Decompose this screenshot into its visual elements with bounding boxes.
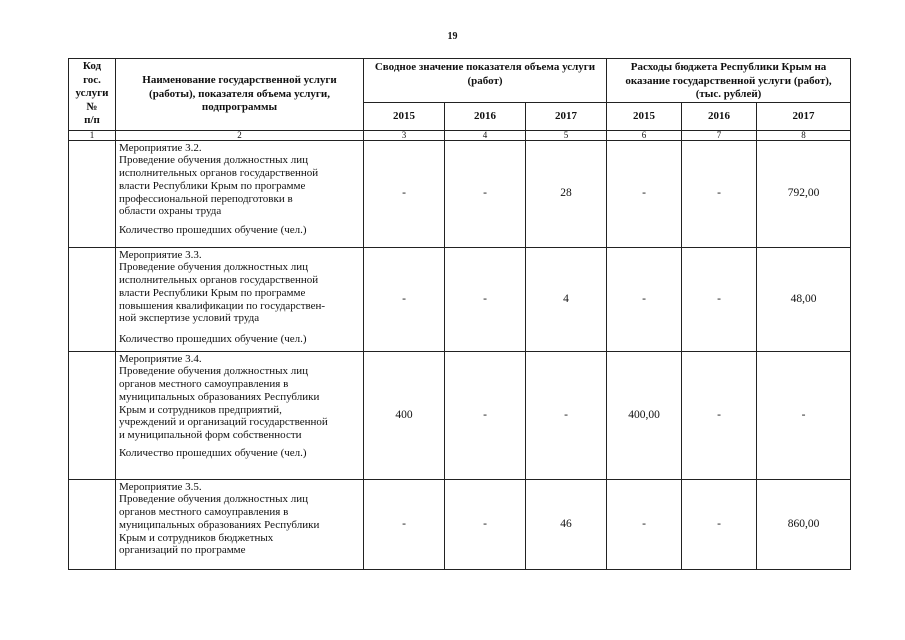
service-name-cell bbox=[116, 247, 364, 351]
measure-description-line: повышения квалификации по государствен- bbox=[119, 299, 326, 312]
expense-group-header: Расходы бюджета Республики Крым на оказание государственной услуги (работ), (тыс. рублей) bbox=[607, 59, 851, 103]
volume-2015: - bbox=[364, 140, 445, 247]
quantity-label: Количество прошедших обучение (чел.) bbox=[119, 447, 307, 460]
measure-description-line: власти Республики Крым по программе bbox=[119, 286, 306, 299]
measure-description-line: Проведение обучения должностных лиц bbox=[119, 365, 309, 378]
table-row bbox=[69, 479, 851, 569]
service-name-cell bbox=[116, 479, 364, 569]
column-number: 7 bbox=[682, 130, 757, 140]
measure-title: Мероприятие 3.4. bbox=[119, 352, 202, 365]
year-header: 2016 bbox=[445, 102, 526, 130]
table-row bbox=[69, 140, 851, 247]
measure-title: Мероприятие 3.2. bbox=[119, 141, 202, 154]
quantity-label: Количество прошедших обучение (чел.) bbox=[119, 224, 307, 237]
volume-2017: 46 bbox=[526, 479, 607, 569]
expense-2016: - bbox=[682, 140, 757, 247]
column-number-row bbox=[69, 130, 851, 140]
page-number: 19 bbox=[447, 31, 458, 42]
column-number: 5 bbox=[526, 130, 607, 140]
expense-2015: - bbox=[607, 479, 682, 569]
column-number: 6 bbox=[607, 130, 682, 140]
measure-description-line: Крым и сотрудников бюджетных bbox=[119, 531, 274, 544]
measure-description-line: власти Республики Крым по программе bbox=[119, 179, 306, 192]
service-code bbox=[69, 351, 116, 479]
expense-2015: - bbox=[607, 247, 682, 351]
service-code bbox=[69, 247, 116, 351]
measure-description-line: учреждений и организаций государственной bbox=[119, 416, 328, 429]
service-code bbox=[69, 140, 116, 247]
expense-2017: 860,00 bbox=[757, 479, 851, 569]
measure-description-line: и муниципальной форм собственности bbox=[119, 429, 302, 442]
volume-2016: - bbox=[445, 479, 526, 569]
service-code bbox=[69, 479, 116, 569]
measure-description-line: профессиональной переподготовки в bbox=[119, 192, 293, 205]
measure-description-line: ной экспертизе условий труда bbox=[119, 312, 260, 325]
code-header: Код гос. услуги № п/п bbox=[69, 59, 116, 131]
header-row bbox=[69, 59, 851, 103]
measure-description-line: Проведение обучения должностных лиц bbox=[119, 261, 309, 274]
volume-2015: - bbox=[364, 247, 445, 351]
volume-2017: - bbox=[526, 351, 607, 479]
year-header: 2016 bbox=[682, 102, 757, 130]
volume-2016: - bbox=[445, 247, 526, 351]
expense-2016: - bbox=[682, 351, 757, 479]
measure-description-line: Проведение обучения должностных лиц bbox=[119, 154, 309, 167]
volume-2015: 400 bbox=[364, 351, 445, 479]
volume-group-header: Сводное значение показателя объема услуги (работ) bbox=[364, 59, 607, 103]
measure-description-line: Проведение обучения должностных лиц bbox=[119, 493, 309, 506]
expense-2015: 400,00 bbox=[607, 351, 682, 479]
measure-description-line: исполнительных органов государственной bbox=[119, 167, 319, 180]
expense-2017: 792,00 bbox=[757, 140, 851, 247]
measure-description-line: области охраны труда bbox=[119, 205, 222, 218]
expense-2017: 48,00 bbox=[757, 247, 851, 351]
volume-2017: 4 bbox=[526, 247, 607, 351]
column-number: 3 bbox=[364, 130, 445, 140]
volume-2016: - bbox=[445, 351, 526, 479]
measure-description-line: Крым и сотрудников предприятий, bbox=[119, 403, 282, 416]
expense-2016: - bbox=[682, 479, 757, 569]
year-header: 2017 bbox=[757, 102, 851, 130]
volume-2015: - bbox=[364, 479, 445, 569]
quantity-label: Количество прошедших обучение (чел.) bbox=[119, 333, 307, 346]
measure-description-line: муниципальных образованиях Республики bbox=[119, 518, 320, 531]
column-number: 8 bbox=[757, 130, 851, 140]
measure-description-line: организаций по программе bbox=[119, 544, 246, 557]
table-row bbox=[69, 351, 851, 479]
measure-description-line: органов местного самоуправления в bbox=[119, 378, 289, 391]
expense-2015: - bbox=[607, 140, 682, 247]
year-header: 2015 bbox=[364, 102, 445, 130]
year-header: 2017 bbox=[526, 102, 607, 130]
year-header: 2015 bbox=[607, 102, 682, 130]
column-number: 2 bbox=[116, 130, 364, 140]
expense-2016: - bbox=[682, 247, 757, 351]
measure-title: Мероприятие 3.5. bbox=[119, 480, 202, 493]
column-number: 1 bbox=[69, 130, 116, 140]
column-number: 4 bbox=[445, 130, 526, 140]
table-row bbox=[69, 247, 851, 351]
measure-description-line: органов местного самоуправления в bbox=[119, 506, 289, 519]
service-name-cell bbox=[116, 140, 364, 247]
volume-2016: - bbox=[445, 140, 526, 247]
measure-title: Мероприятие 3.3. bbox=[119, 248, 202, 261]
volume-2017: 28 bbox=[526, 140, 607, 247]
measure-description-line: муниципальных образованиях Республики bbox=[119, 390, 320, 403]
expense-2017: - bbox=[757, 351, 851, 479]
service-name-cell bbox=[116, 351, 364, 479]
name-header: Наименование государственной услуги (работы), показателя объема услуги, подпрограммы bbox=[116, 59, 364, 131]
services-table bbox=[68, 58, 851, 570]
measure-description-line: исполнительных органов государственной bbox=[119, 274, 319, 287]
